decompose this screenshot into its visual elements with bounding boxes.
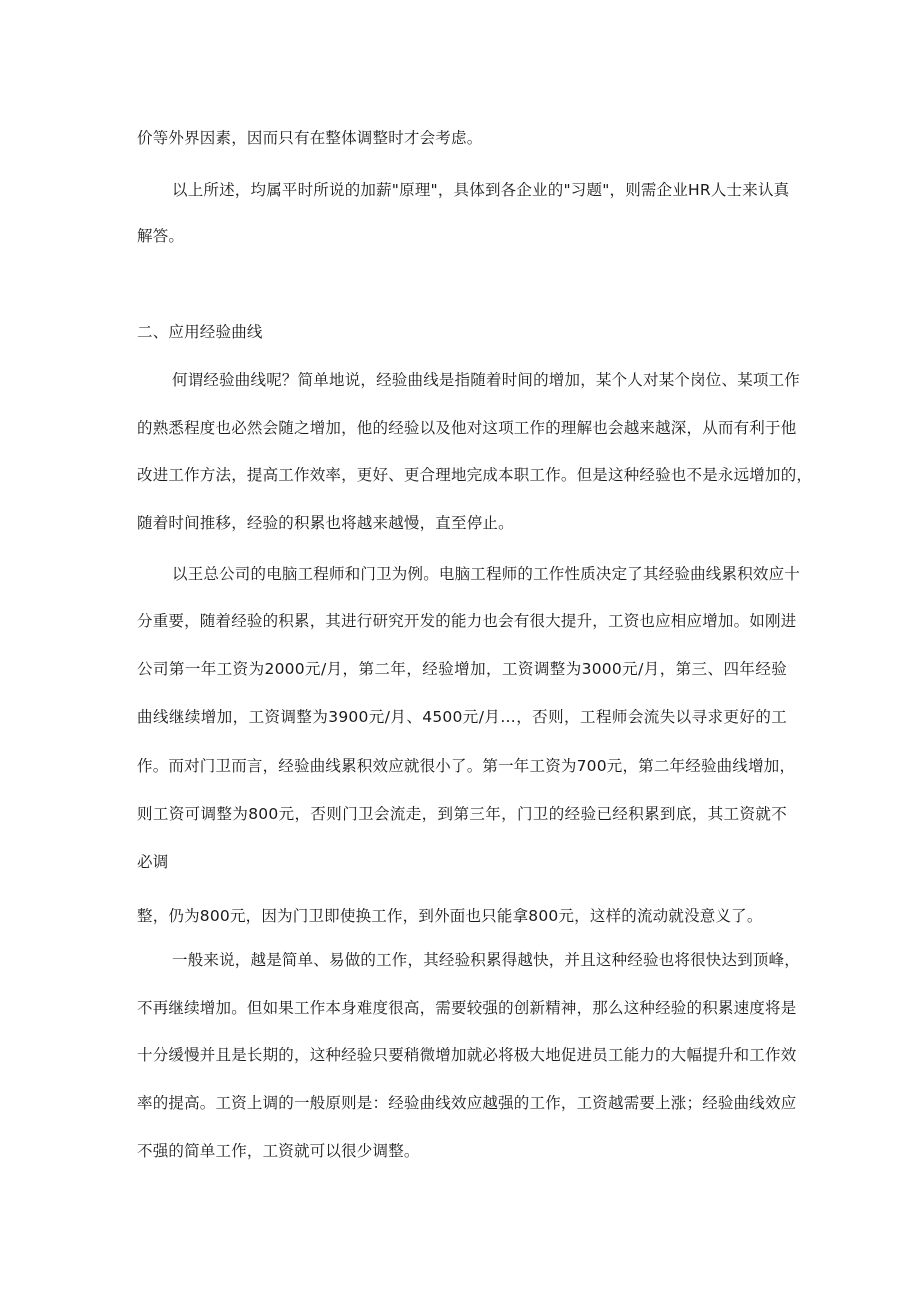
paragraph-line: 分重要，随着经验的积累，其进行研究开发的能力也会有很大提升，工资也应相应增加。如刚进 [137,612,797,630]
paragraph-line: 的熟悉程度也必然会随之增加，他的经验以及他对这项工作的理解也会越来越深，从而有利于他 [137,419,797,437]
paragraph-line: 则工资可调整为800元，否则门卫会流走，到第三年，门卫的经验已经积累到底，其工资就不 [137,805,787,823]
paragraph-line: 必调 [137,853,169,871]
paragraph-line: 以上所述，均属平时所说的加薪"原理"，具体到各企业的"习题"，则需企业HR人士来认真 [172,181,790,199]
paragraph-line: 整，仍为800元，因为门卫即使换工作，到外面也只能拿800元，这样的流动就没意义了。 [137,907,763,925]
paragraph-line: 价等外界因素，因而只有在整体调整时才会考虑。 [137,129,483,147]
paragraph-line: 改进工作方法，提高工作效率，更好、更合理地完成本职工作。但是这种经验也不是永远增加的， [137,466,813,484]
section-heading: 二、应用经验曲线 [137,323,263,341]
paragraph-line: 随着时间推移，经验的积累也将越来越慢，直至停止。 [137,514,514,532]
paragraph-line: 率的提高。工资上调的一般原则是：经验曲线效应越强的工作，工资越需要上涨；经验曲线效应 [137,1094,797,1112]
paragraph-line: 十分缓慢并且是长期的，这种经验只要稍微增加就必将极大地促进员工能力的大幅提升和工作效 [137,1046,797,1064]
paragraph-line: 不再继续增加。但如果工作本身难度很高，需要较强的创新精神，那么这种经验的积累速度将是 [137,999,797,1017]
paragraph-line: 不强的简单工作，工资就可以很少调整。 [137,1142,420,1160]
paragraph-line: 以王总公司的电脑工程师和门卫为例。电脑工程师的工作性质决定了其经验曲线累积效应十 [172,565,801,583]
paragraph-line: 公司第一年工资为2000元/月，第二年，经验增加，工资调整为3000元/月，第三、四年经验 [137,660,787,678]
paragraph-line: 何谓经验曲线呢？简单地说，经验曲线是指随着时间的增加，某个人对某个岗位、某项工作 [172,371,801,389]
paragraph-line: 解答。 [137,227,185,245]
paragraph-line: 一般来说，越是简单、易做的工作，其经验积累得越快，并且这种经验也将很快达到顶峰， [172,951,801,969]
paragraph-line: 曲线继续增加，工资调整为3900元/月、4500元/月…，否则，工程师会流失以寻求更好的工 [137,708,787,726]
paragraph-line: 作。而对门卫而言，经验曲线累积效应就很小了。第一年工资为700元，第二年经验曲线增加， [137,757,796,775]
